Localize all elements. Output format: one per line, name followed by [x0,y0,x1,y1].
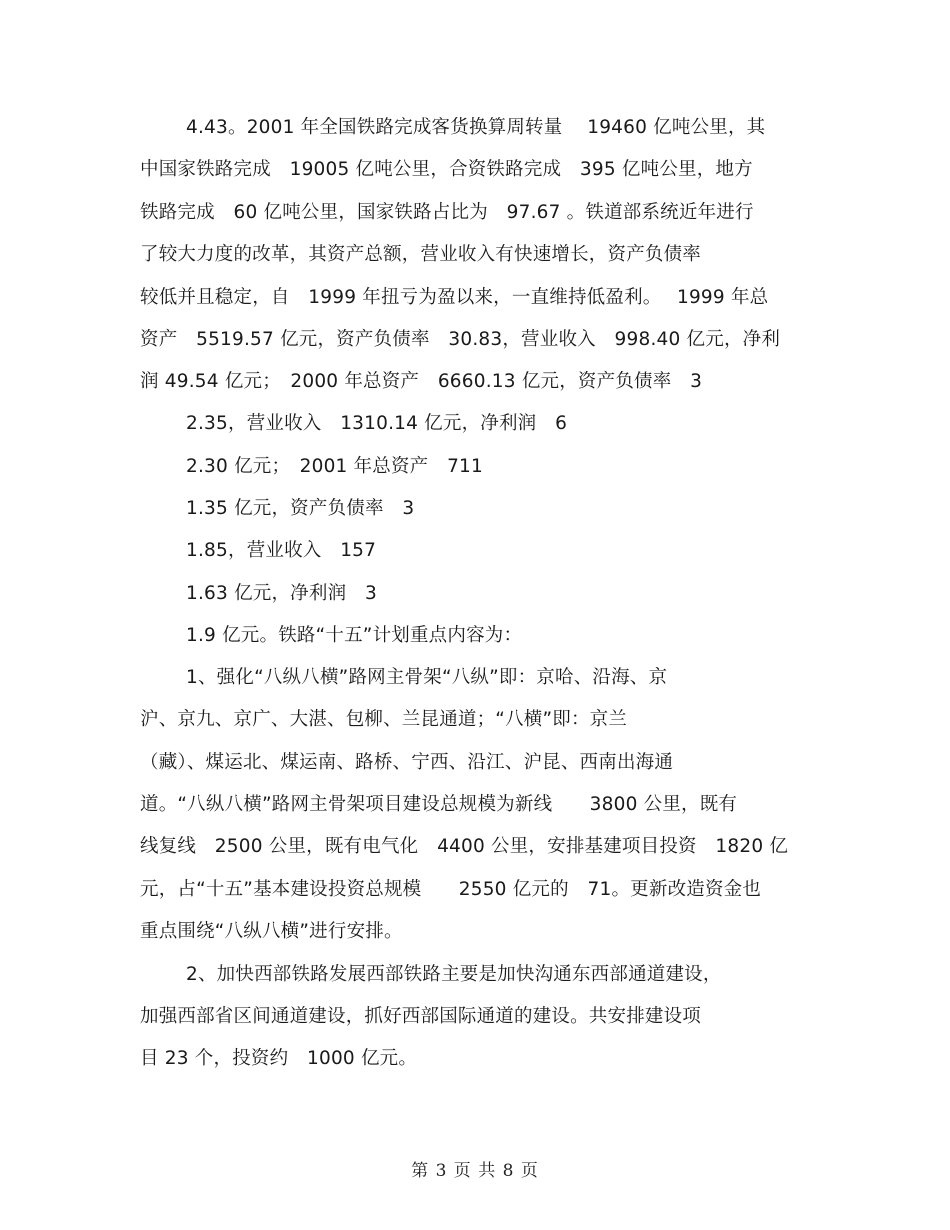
paragraph-line-11: 1.85，营业收入 157 [186,540,377,561]
paragraph-line-3: 铁路完成 60 亿吨公里，国家铁路占比为 97.67 。铁道部系统近年进行 [140,202,754,223]
paragraph-line-9: 2.30 亿元； 2001 年总资产 711 [186,456,483,477]
paragraph-line-19: 元，占“十五”基本建设投资总规模 2550 亿元的 71。更新改造资金也 [140,879,762,900]
paragraph-line-1: 4.43。2001 年全国铁路完成客货换算周转量 19460 亿吨公里，其 [186,117,766,138]
paragraph-line-5: 较低并且稳定，自 1999 年扭亏为盈以来，一直维持低盈利。 1999 年总 [140,287,769,308]
paragraph-line-6: 资产 5519.57 亿元，资产负债率 30.83，营业收入 998.40 亿元，净利 [140,329,781,350]
paragraph-line-8: 2.35，营业收入 1310.14 亿元，净利润 6 [186,413,568,434]
paragraph-line-15: 沪、京九、京广、大湛、包柳、兰昆通道；“八横”即：京兰 [140,709,628,730]
paragraph-line-4: 了较大力度的改革，其资产总额，营业收入有快速增长，资产负债率 [140,244,702,265]
paragraph-line-23: 目 23 个，投资约 1000 亿元。 [140,1048,418,1069]
paragraph-line-18: 线复线 2500 公里，既有电气化 4400 公里，安排基建项目投资 1820 亿 [140,836,789,857]
paragraph-line-10: 1.35 亿元，资产负债率 3 [186,498,415,519]
paragraph-line-22: 加强西部省区间通道建设，抓好西部国际通道的建设。共安排建设项 [140,1006,702,1027]
page-footer: 第 3 页 共 8 页 [411,1161,539,1181]
paragraph-line-7: 润 49.54 亿元； 2000 年总资产 6660.13 亿元，资产负债率 3 [140,371,703,392]
paragraph-line-21: 2、加快西部铁路发展西部铁路主要是加快沟通东西部通道建设， [186,964,722,985]
paragraph-line-16: （藏）、煤运北、煤运南、路桥、宁西、沿江、沪昆、西南出海通 [140,752,674,773]
paragraph-line-13: 1.9 亿元。铁路“十五”计划重点内容为： [186,625,523,646]
paragraph-line-17: 道。“八纵八横”路网主骨架项目建设总规模为新线 3800 公里，既有 [140,794,738,815]
paragraph-line-14: 1、强化“八纵八横”路网主骨架“八纵”即：京哈、沿海、京 [186,667,668,688]
paragraph-line-20: 重点围绕“八纵八横”进行安排。 [140,921,403,942]
paragraph-line-2: 中国家铁路完成 19005 亿吨公里，合资铁路完成 395 亿吨公里，地方 [140,159,753,180]
paragraph-line-12: 1.63 亿元，净利润 3 [186,583,377,604]
